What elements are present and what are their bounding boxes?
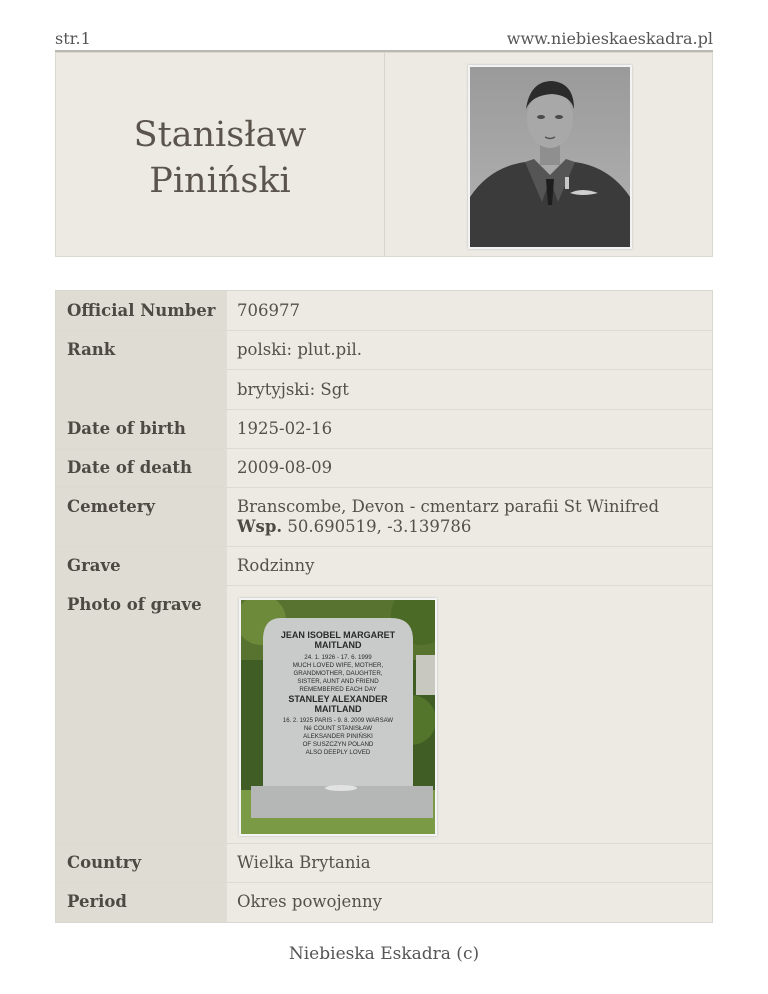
row-date-of-birth — [56, 409, 712, 449]
hs-line-1: JEAN ISOBEL MARGARET — [280, 630, 396, 640]
hs-line-9: MAITLAND — [314, 704, 362, 714]
rank-label: Rank — [67, 340, 116, 359]
grave-image — [241, 600, 435, 834]
grave-value: Rodzinny — [237, 556, 315, 575]
grave-photo-label: Photo of grave — [67, 595, 202, 614]
row-cemetery — [56, 487, 712, 547]
first-name: Stanisław — [133, 114, 307, 155]
hs-line-5: GRANDMOTHER, DAUGHTER, — [293, 670, 383, 677]
coords-label: Wsp. — [237, 517, 283, 536]
hs-line-7: REMEMBERED EACH DAY — [299, 686, 377, 693]
period-value: Okres powojenny — [237, 892, 382, 911]
hs-line-14: ALSO DEEPLY LOVED — [305, 749, 371, 756]
last-name: Piniński — [149, 160, 291, 201]
cemetery-label: Cemetery — [67, 497, 155, 516]
profile-header — [55, 52, 713, 257]
grave-photo — [239, 598, 437, 836]
details-table — [55, 290, 713, 923]
rank-sub-divider — [227, 330, 712, 370]
rank-value-en: brytyjski: Sgt — [237, 380, 349, 399]
hs-line-8: STANLEY ALEXANDER — [288, 694, 388, 704]
birth-label: Date of birth — [67, 419, 186, 438]
cemetery-value — [237, 497, 659, 537]
row-grave — [56, 546, 712, 586]
coords-value: 50.690519, -3.139786 — [287, 517, 472, 536]
top-line — [55, 29, 713, 51]
period-label: Period — [67, 892, 127, 911]
row-period — [56, 882, 712, 921]
row-date-of-death — [56, 448, 712, 488]
footer-credit: Niebieska Eskadra (c) — [288, 944, 480, 964]
death-label: Date of death — [67, 458, 193, 477]
row-country — [56, 843, 712, 883]
name-panel — [56, 53, 385, 256]
hs-line-4: MUCH LOVED WIFE, MOTHER, — [292, 662, 384, 669]
row-official-number — [56, 291, 712, 331]
grave-label: Grave — [67, 556, 121, 575]
hs-line-2: MAITLAND — [314, 640, 362, 650]
site-url[interactable]: www.niebieskaeskadra.pl — [506, 29, 713, 48]
country-label: Country — [67, 853, 142, 872]
rank-value-pl: polski: plut.pil. — [237, 340, 363, 359]
hs-line-6: SISTER, AUNT AND FRIEND — [297, 678, 379, 685]
hs-line-11: Né COUNT STANISŁAW — [303, 725, 373, 732]
person-name — [134, 112, 307, 204]
hs-line-12: ALEKSANDER PINIŃSKI — [303, 733, 373, 740]
portrait-image — [470, 67, 630, 247]
official-number-value: 706977 — [237, 301, 300, 320]
hs-line-13: OF SUSZCZYN POLAND — [302, 741, 374, 748]
page-number: str.1 — [55, 29, 91, 48]
birth-value: 1925-02-16 — [237, 419, 333, 438]
death-value: 2009-08-09 — [237, 458, 333, 477]
official-number-label: Official Number — [67, 301, 216, 320]
hs-line-10: 16. 2. 1925 PARIS - 9. 8. 2009 WARSAW — [282, 718, 394, 724]
country-value: Wielka Brytania — [237, 853, 371, 872]
hs-line-3: 24. 1. 1926 - 17. 6. 1999 — [304, 654, 372, 661]
cemetery-name: Branscombe, Devon - cmentarz parafii St Winifred — [237, 497, 660, 516]
rank-sub-en — [227, 370, 712, 409]
portrait-photo — [468, 65, 632, 249]
